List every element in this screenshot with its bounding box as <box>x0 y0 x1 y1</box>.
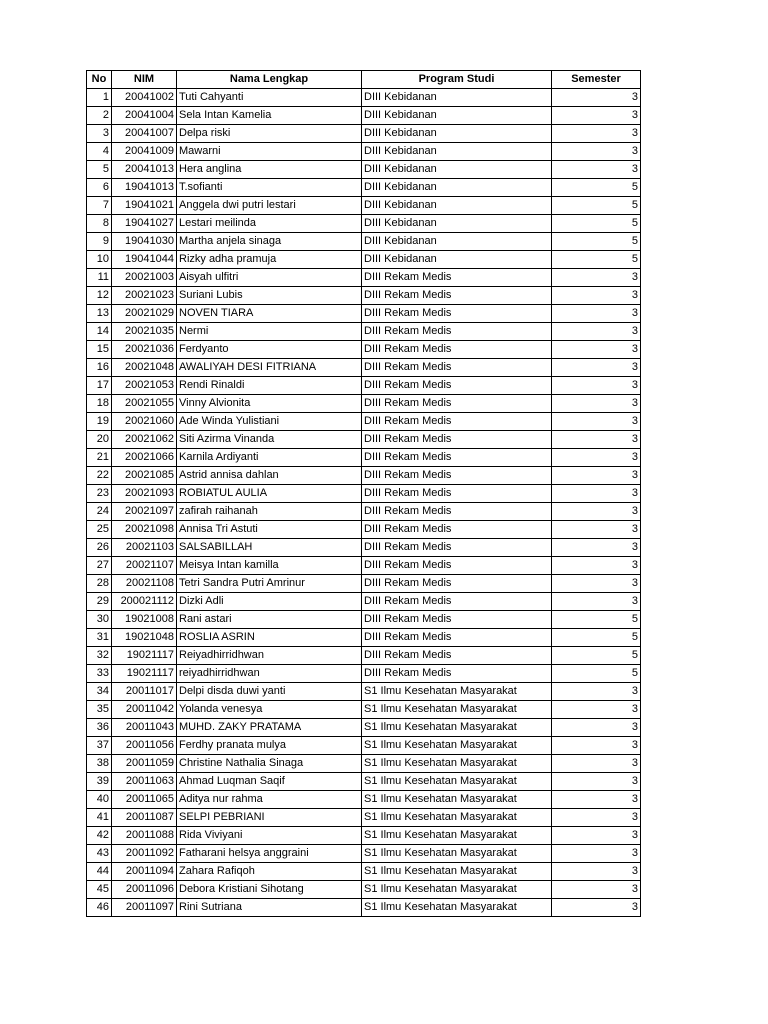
cell-program: DIII Rekam Medis <box>362 467 552 485</box>
cell-program: S1 Ilmu Kesehatan Masyarakat <box>362 701 552 719</box>
cell-program: DIII Kebidanan <box>362 143 552 161</box>
cell-semester: 3 <box>552 323 641 341</box>
cell-nama: Yolanda venesya <box>177 701 362 719</box>
cell-semester: 3 <box>552 431 641 449</box>
cell-nim: 20011065 <box>112 791 177 809</box>
table-row <box>87 539 641 557</box>
table-row <box>87 809 641 827</box>
cell-no: 21 <box>87 449 112 467</box>
table-row <box>87 575 641 593</box>
cell-nama: Christine Nathalia Sinaga <box>177 755 362 773</box>
cell-program: DIII Rekam Medis <box>362 575 552 593</box>
cell-nama: Suriani Lubis <box>177 287 362 305</box>
cell-program: DIII Kebidanan <box>362 197 552 215</box>
cell-nama: Astrid annisa dahlan <box>177 467 362 485</box>
cell-nama: Delpa riski <box>177 125 362 143</box>
cell-nim: 20021053 <box>112 377 177 395</box>
table-row <box>87 647 641 665</box>
cell-nim: 20041009 <box>112 143 177 161</box>
cell-semester: 3 <box>552 503 641 521</box>
cell-nim: 20021085 <box>112 467 177 485</box>
cell-nim: 20021107 <box>112 557 177 575</box>
cell-no: 24 <box>87 503 112 521</box>
cell-nim: 20021036 <box>112 341 177 359</box>
student-table <box>86 70 641 917</box>
cell-program: DIII Kebidanan <box>362 251 552 269</box>
cell-program: DIII Kebidanan <box>362 125 552 143</box>
cell-no: 28 <box>87 575 112 593</box>
cell-nama: Ferdhy pranata mulya <box>177 737 362 755</box>
table-row <box>87 863 641 881</box>
cell-nama: ROBIATUL AULIA <box>177 485 362 503</box>
cell-program: DIII Rekam Medis <box>362 359 552 377</box>
cell-semester: 3 <box>552 413 641 431</box>
cell-semester: 3 <box>552 125 641 143</box>
table-row <box>87 881 641 899</box>
cell-nama: Dizki Adli <box>177 593 362 611</box>
cell-program: DIII Rekam Medis <box>362 665 552 683</box>
cell-no: 31 <box>87 629 112 647</box>
cell-program: DIII Rekam Medis <box>362 503 552 521</box>
table-row <box>87 143 641 161</box>
table-row <box>87 359 641 377</box>
cell-nama: Rizky adha pramuja <box>177 251 362 269</box>
cell-nim: 20021098 <box>112 521 177 539</box>
table-row <box>87 755 641 773</box>
cell-nim: 20021097 <box>112 503 177 521</box>
table-row <box>87 683 641 701</box>
cell-semester: 3 <box>552 683 641 701</box>
table-row <box>87 845 641 863</box>
table-row <box>87 773 641 791</box>
table-row <box>87 377 641 395</box>
cell-semester: 3 <box>552 305 641 323</box>
cell-program: DIII Rekam Medis <box>362 413 552 431</box>
cell-nim: 20011088 <box>112 827 177 845</box>
cell-no: 7 <box>87 197 112 215</box>
cell-nim: 20021023 <box>112 287 177 305</box>
table-row <box>87 827 641 845</box>
table-row <box>87 665 641 683</box>
cell-no: 35 <box>87 701 112 719</box>
table-body <box>87 89 641 917</box>
cell-semester: 3 <box>552 845 641 863</box>
cell-no: 27 <box>87 557 112 575</box>
cell-no: 8 <box>87 215 112 233</box>
cell-nama: Siti Azirma Vinanda <box>177 431 362 449</box>
cell-nim: 19041027 <box>112 215 177 233</box>
cell-nim: 20011017 <box>112 683 177 701</box>
cell-program: DIII Kebidanan <box>362 107 552 125</box>
cell-semester: 3 <box>552 521 641 539</box>
table-row <box>87 899 641 917</box>
table-row <box>87 449 641 467</box>
cell-program: DIII Kebidanan <box>362 161 552 179</box>
cell-semester: 3 <box>552 575 641 593</box>
cell-no: 40 <box>87 791 112 809</box>
table-row <box>87 719 641 737</box>
cell-program: DIII Kebidanan <box>362 233 552 251</box>
cell-semester: 3 <box>552 701 641 719</box>
cell-program: DIII Rekam Medis <box>362 269 552 287</box>
cell-semester: 5 <box>552 611 641 629</box>
cell-semester: 3 <box>552 269 641 287</box>
cell-program: S1 Ilmu Kesehatan Masyarakat <box>362 719 552 737</box>
cell-no: 12 <box>87 287 112 305</box>
cell-program: S1 Ilmu Kesehatan Masyarakat <box>362 827 552 845</box>
table-row <box>87 251 641 269</box>
cell-nim: 19041044 <box>112 251 177 269</box>
cell-nama: Mawarni <box>177 143 362 161</box>
cell-nim: 20011097 <box>112 899 177 917</box>
cell-semester: 3 <box>552 143 641 161</box>
student-table-sheet <box>86 70 640 917</box>
header-no: No <box>87 71 112 89</box>
table-row <box>87 269 641 287</box>
cell-semester: 3 <box>552 377 641 395</box>
cell-semester: 3 <box>552 809 641 827</box>
cell-semester: 5 <box>552 179 641 197</box>
cell-program: DIII Rekam Medis <box>362 647 552 665</box>
cell-program: S1 Ilmu Kesehatan Masyarakat <box>362 791 552 809</box>
cell-nama: Zahara Rafiqoh <box>177 863 362 881</box>
cell-semester: 3 <box>552 755 641 773</box>
cell-program: S1 Ilmu Kesehatan Masyarakat <box>362 755 552 773</box>
cell-nama: Nermi <box>177 323 362 341</box>
cell-program: DIII Rekam Medis <box>362 341 552 359</box>
table-row <box>87 233 641 251</box>
cell-no: 38 <box>87 755 112 773</box>
cell-nama: Sela Intan Kamelia <box>177 107 362 125</box>
cell-no: 33 <box>87 665 112 683</box>
table-row <box>87 593 641 611</box>
cell-program: S1 Ilmu Kesehatan Masyarakat <box>362 863 552 881</box>
cell-nim: 20041007 <box>112 125 177 143</box>
cell-no: 17 <box>87 377 112 395</box>
table-row <box>87 611 641 629</box>
cell-no: 13 <box>87 305 112 323</box>
cell-semester: 3 <box>552 161 641 179</box>
cell-semester: 3 <box>552 449 641 467</box>
cell-nim: 20021003 <box>112 269 177 287</box>
cell-nama: Karnila Ardiyanti <box>177 449 362 467</box>
cell-program: DIII Kebidanan <box>362 179 552 197</box>
cell-semester: 3 <box>552 863 641 881</box>
table-row <box>87 791 641 809</box>
cell-no: 2 <box>87 107 112 125</box>
cell-nim: 20021093 <box>112 485 177 503</box>
cell-program: DIII Rekam Medis <box>362 395 552 413</box>
cell-nim: 20041013 <box>112 161 177 179</box>
header-semester: Semester <box>552 71 641 89</box>
cell-nim: 200021112 <box>112 593 177 611</box>
cell-program: DIII Rekam Medis <box>362 593 552 611</box>
cell-nim: 20021055 <box>112 395 177 413</box>
table-row <box>87 503 641 521</box>
table-row <box>87 161 641 179</box>
cell-program: S1 Ilmu Kesehatan Masyarakat <box>362 845 552 863</box>
cell-no: 22 <box>87 467 112 485</box>
cell-no: 41 <box>87 809 112 827</box>
cell-nama: T.sofianti <box>177 179 362 197</box>
cell-nim: 20011063 <box>112 773 177 791</box>
table-row <box>87 431 641 449</box>
cell-semester: 5 <box>552 647 641 665</box>
cell-no: 46 <box>87 899 112 917</box>
table-row <box>87 395 641 413</box>
cell-nim: 20011043 <box>112 719 177 737</box>
cell-program: DIII Rekam Medis <box>362 611 552 629</box>
cell-nama: NOVEN TIARA <box>177 305 362 323</box>
cell-no: 26 <box>87 539 112 557</box>
cell-no: 1 <box>87 89 112 107</box>
cell-semester: 3 <box>552 467 641 485</box>
cell-no: 5 <box>87 161 112 179</box>
cell-nama: Ahmad Luqman Saqif <box>177 773 362 791</box>
cell-nim: 20011087 <box>112 809 177 827</box>
cell-nama: Rani astari <box>177 611 362 629</box>
cell-no: 23 <box>87 485 112 503</box>
table-row <box>87 215 641 233</box>
cell-no: 4 <box>87 143 112 161</box>
cell-no: 3 <box>87 125 112 143</box>
cell-program: DIII Rekam Medis <box>362 629 552 647</box>
cell-nama: MUHD. ZAKY PRATAMA <box>177 719 362 737</box>
cell-no: 29 <box>87 593 112 611</box>
cell-nama: Lestari meilinda <box>177 215 362 233</box>
cell-nim: 19021048 <box>112 629 177 647</box>
cell-nim: 19041030 <box>112 233 177 251</box>
cell-no: 14 <box>87 323 112 341</box>
cell-semester: 3 <box>552 881 641 899</box>
table-row <box>87 557 641 575</box>
cell-program: DIII Kebidanan <box>362 215 552 233</box>
cell-semester: 5 <box>552 629 641 647</box>
cell-nama: ROSLIA ASRIN <box>177 629 362 647</box>
cell-no: 37 <box>87 737 112 755</box>
cell-semester: 3 <box>552 899 641 917</box>
cell-nama: zafirah raihanah <box>177 503 362 521</box>
table-row <box>87 107 641 125</box>
cell-semester: 3 <box>552 737 641 755</box>
cell-nim: 19041021 <box>112 197 177 215</box>
cell-nama: Ade Winda Yulistiani <box>177 413 362 431</box>
cell-semester: 5 <box>552 197 641 215</box>
cell-no: 19 <box>87 413 112 431</box>
cell-no: 43 <box>87 845 112 863</box>
cell-semester: 3 <box>552 395 641 413</box>
cell-no: 15 <box>87 341 112 359</box>
cell-semester: 3 <box>552 791 641 809</box>
cell-nama: Aditya nur rahma <box>177 791 362 809</box>
table-row <box>87 737 641 755</box>
cell-nama: Delpi disda duwi yanti <box>177 683 362 701</box>
cell-program: DIII Rekam Medis <box>362 431 552 449</box>
header-program: Program Studi <box>362 71 552 89</box>
table-row <box>87 125 641 143</box>
cell-program: S1 Ilmu Kesehatan Masyarakat <box>362 737 552 755</box>
cell-nama: SELPI PEBRIANI <box>177 809 362 827</box>
cell-program: DIII Rekam Medis <box>362 449 552 467</box>
cell-program: DIII Rekam Medis <box>362 287 552 305</box>
cell-semester: 3 <box>552 539 641 557</box>
cell-nim: 20041004 <box>112 107 177 125</box>
cell-semester: 3 <box>552 89 641 107</box>
cell-no: 30 <box>87 611 112 629</box>
cell-program: S1 Ilmu Kesehatan Masyarakat <box>362 809 552 827</box>
cell-nama: Martha anjela sinaga <box>177 233 362 251</box>
cell-semester: 3 <box>552 773 641 791</box>
cell-no: 18 <box>87 395 112 413</box>
cell-nama: Ferdyanto <box>177 341 362 359</box>
cell-nama: Anggela dwi putri lestari <box>177 197 362 215</box>
cell-nim: 20011092 <box>112 845 177 863</box>
cell-semester: 3 <box>552 593 641 611</box>
table-row <box>87 467 641 485</box>
cell-semester: 3 <box>552 827 641 845</box>
cell-nim: 20021060 <box>112 413 177 431</box>
cell-nama: SALSABILLAH <box>177 539 362 557</box>
table-row <box>87 305 641 323</box>
cell-nim: 20021103 <box>112 539 177 557</box>
table-row <box>87 341 641 359</box>
cell-nim: 20011059 <box>112 755 177 773</box>
cell-nama: Hera anglina <box>177 161 362 179</box>
table-row <box>87 413 641 431</box>
cell-nim: 20011096 <box>112 881 177 899</box>
cell-no: 11 <box>87 269 112 287</box>
cell-program: DIII Rekam Medis <box>362 521 552 539</box>
cell-no: 6 <box>87 179 112 197</box>
table-row <box>87 629 641 647</box>
cell-nim: 19021117 <box>112 665 177 683</box>
cell-nim: 19041013 <box>112 179 177 197</box>
cell-nama: Reiyadhirridhwan <box>177 647 362 665</box>
cell-nim: 19021117 <box>112 647 177 665</box>
cell-no: 36 <box>87 719 112 737</box>
cell-semester: 3 <box>552 287 641 305</box>
cell-nim: 20011042 <box>112 701 177 719</box>
cell-semester: 3 <box>552 485 641 503</box>
cell-program: DIII Kebidanan <box>362 89 552 107</box>
cell-program: DIII Rekam Medis <box>362 557 552 575</box>
cell-nama: Tuti Cahyanti <box>177 89 362 107</box>
table-row <box>87 179 641 197</box>
table-row <box>87 485 641 503</box>
cell-nama: Tetri Sandra Putri Amrinur <box>177 575 362 593</box>
cell-nama: Annisa Tri Astuti <box>177 521 362 539</box>
cell-nim: 19021008 <box>112 611 177 629</box>
cell-nama: Aisyah ulfitri <box>177 269 362 287</box>
table-row <box>87 197 641 215</box>
cell-nama: Rida Viviyani <box>177 827 362 845</box>
cell-program: S1 Ilmu Kesehatan Masyarakat <box>362 773 552 791</box>
cell-nama: reiyadhirridhwan <box>177 665 362 683</box>
cell-no: 16 <box>87 359 112 377</box>
cell-semester: 3 <box>552 341 641 359</box>
cell-program: DIII Rekam Medis <box>362 305 552 323</box>
cell-nama: Vinny Alvionita <box>177 395 362 413</box>
cell-nim: 20021066 <box>112 449 177 467</box>
cell-nama: Debora Kristiani Sihotang <box>177 881 362 899</box>
cell-program: DIII Rekam Medis <box>362 323 552 341</box>
cell-semester: 5 <box>552 665 641 683</box>
cell-program: DIII Rekam Medis <box>362 377 552 395</box>
cell-semester: 5 <box>552 251 641 269</box>
cell-nim: 20011056 <box>112 737 177 755</box>
cell-no: 39 <box>87 773 112 791</box>
table-row <box>87 287 641 305</box>
cell-nama: Rendi Rinaldi <box>177 377 362 395</box>
cell-nim: 20021108 <box>112 575 177 593</box>
cell-semester: 3 <box>552 557 641 575</box>
cell-no: 25 <box>87 521 112 539</box>
header-nim: NIM <box>112 71 177 89</box>
cell-nim: 20011094 <box>112 863 177 881</box>
cell-no: 44 <box>87 863 112 881</box>
cell-no: 20 <box>87 431 112 449</box>
cell-program: DIII Rekam Medis <box>362 539 552 557</box>
table-row <box>87 89 641 107</box>
cell-semester: 3 <box>552 359 641 377</box>
cell-nama: Meisya Intan kamilla <box>177 557 362 575</box>
cell-nim: 20021048 <box>112 359 177 377</box>
cell-program: S1 Ilmu Kesehatan Masyarakat <box>362 881 552 899</box>
cell-no: 9 <box>87 233 112 251</box>
cell-semester: 3 <box>552 719 641 737</box>
cell-nim: 20021035 <box>112 323 177 341</box>
cell-program: S1 Ilmu Kesehatan Masyarakat <box>362 683 552 701</box>
cell-program: S1 Ilmu Kesehatan Masyarakat <box>362 899 552 917</box>
table-row <box>87 323 641 341</box>
cell-nama: Rini Sutriana <box>177 899 362 917</box>
table-row <box>87 521 641 539</box>
cell-no: 10 <box>87 251 112 269</box>
cell-semester: 5 <box>552 215 641 233</box>
header-nama: Nama Lengkap <box>177 71 362 89</box>
cell-semester: 3 <box>552 107 641 125</box>
table-row <box>87 701 641 719</box>
cell-no: 32 <box>87 647 112 665</box>
cell-nama: AWALIYAH DESI FITRIANA <box>177 359 362 377</box>
cell-nim: 20021062 <box>112 431 177 449</box>
cell-nim: 20021029 <box>112 305 177 323</box>
cell-semester: 5 <box>552 233 641 251</box>
table-header-row <box>87 71 641 89</box>
cell-nama: Fatharani helsya anggraini <box>177 845 362 863</box>
cell-no: 34 <box>87 683 112 701</box>
cell-nim: 20041002 <box>112 89 177 107</box>
cell-no: 45 <box>87 881 112 899</box>
cell-no: 42 <box>87 827 112 845</box>
cell-program: DIII Rekam Medis <box>362 485 552 503</box>
